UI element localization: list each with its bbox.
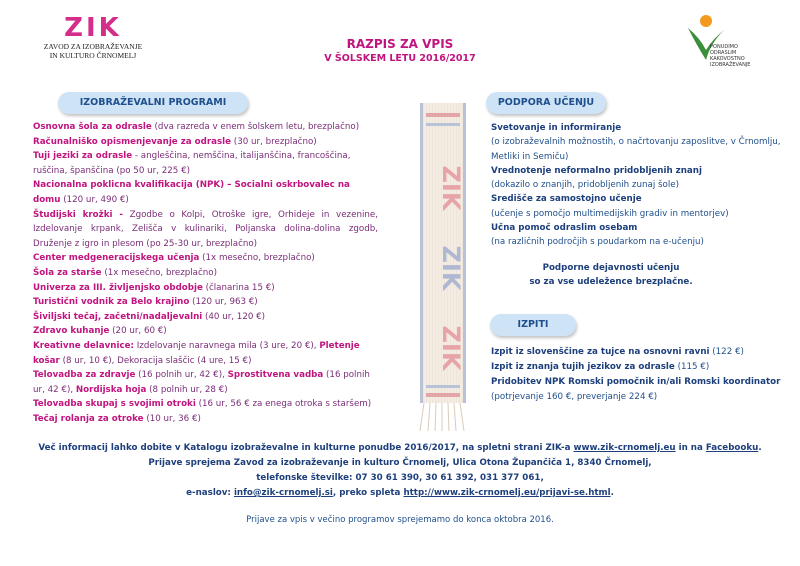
program-item: Turistični vodnik za Belo krajino (120 ur, 963 €) (33, 297, 258, 308)
exam-item: Pridobitev NPK Romski pomočnik in/ali Romski koordinator (potrjevanje 160 €, preverjanje 224 €) (491, 377, 781, 402)
program-item: Zdravo kuhanje (20 ur, 60 €) (33, 326, 167, 337)
zik-logo-line-2: IN KULTURO ČRNOMELJ (49, 51, 137, 60)
program-item: Telovadba skupaj s svojimi otroki (16 ur, 56 € za enega otroka s staršem) (33, 399, 372, 410)
footer-line-4: e-naslov: info@zik-crnomelj.si, preko spleta http://www.zik-crnomelj.eu/prijavi-se.html. (186, 488, 614, 498)
weave-text-3: ZIK (437, 325, 465, 371)
zik-logo-line-1: ZAVOD ZA IZOBRAŽEVANJE (43, 42, 143, 51)
exam-item: Izpit iz znanja tujih jezikov za odrasle (115 €) (491, 362, 710, 372)
section-izobrazevalni-programi: IZOBRAŽEVALNI PROGRAMI (58, 92, 248, 114)
program-item: Šiviljski tečaj, začetni/nadaljevalni (40 ur, 120 €) (33, 311, 266, 322)
program-item: Univerza za III. življenjsko obdobje (članarina 15 €) (33, 282, 275, 293)
ponudimo-line-3: KAKOVOSTNO (710, 56, 745, 62)
program-item: Računalniško opismenjevanje za odrasle (30 ur, brezplačno) (33, 136, 317, 147)
footer-line-2: Prijave sprejema Zavod za izobraževanje in kulturo Črnomelj, Ulica Otona Župančiča 1, 8340 Črnomelj, (148, 458, 652, 468)
support-item: Svetovanje in informiranje (o izobraževalnih možnostih, o načrtovanju zaposlitve, v Črnomlju, Metliki in Semiču) (491, 123, 781, 162)
ponudimo-line-4: IZOBRAŽEVANJE (710, 62, 751, 68)
ponudimo-line-1: PONUDIMO (710, 44, 738, 50)
program-item: Šola za starše (1x mesečno, brezplačno) (33, 267, 217, 278)
email-link[interactable]: info@zik-crnomelj.si (233, 488, 333, 498)
zik-logo-mark: ZIK (64, 13, 122, 43)
program-item: Tuji jeziki za odrasle - angleščina, nemščina, italijanščina, francoščina, ruščina, španščina (po 50 ur, 225 €) (33, 151, 351, 176)
footer-info (20, 441, 780, 501)
section-podpora-ucenju: PODPORA UČENJU (486, 92, 606, 114)
support-item: Vrednotenje neformalno pridobljenih znanj (dokazilo o znanjih, pridobljenih zunaj šole) (491, 165, 702, 191)
exams-list (491, 345, 781, 405)
programs-list (33, 120, 378, 426)
program-item-creative: Kreativne delavnice: Izdelovanje naravnega mila (3 ure, 20 €), Pletenje košar (8 ur, 10 €), Dekoracija slaščic (4 ure, 15 €) (33, 340, 360, 366)
woven-band-image (408, 103, 482, 433)
ponudimo-line-2: ODRASLIM (710, 50, 737, 56)
program-item: Tečaj rolanja za otroke (10 ur, 36 €) (33, 413, 201, 424)
support-item: Središče za samostojno učenje (učenje s pomočjo multimedijskih gradiv in mentorjev) (491, 194, 729, 219)
support-note: Podporne dejavnosti učenju so za vse udeležence brezplačne. (529, 263, 693, 287)
support-item: Učna pomoč odraslim osebam (na različnih področjih s poudarkom na e-učenju) (491, 223, 704, 248)
program-item: Nacionalna poklicna kvalifikacija (NPK) – Socialni oskrbovalec na domu (120 ur, 490 €) (33, 180, 350, 205)
ponudimo-logo (686, 14, 786, 74)
weave-text-1: ZIK (437, 165, 465, 211)
signup-link[interactable]: http://www.zik-crnomelj.eu/prijavi-se.html (403, 488, 611, 498)
program-item-sport: Telovadba za zdravje (16 polnih ur, 42 €), Sprostitvena vadba (16 polnih ur, 42 €), Nordijska hoja (8 polnih ur, 28 €) (33, 370, 370, 395)
footer-line-1: Več informacij lahko dobite v Katalogu izobraževalne in kulturne ponudbe 2016/2017, na spletni strani ZIK-a www.zik-crnomelj.eu in na Facebooku. (38, 443, 762, 453)
exam-item: Izpit iz slovenščine za tujce na osnovni ravni (122 €) (491, 347, 744, 357)
title-sub: V ŠOLSKEM LETU 2016/2017 (324, 53, 476, 64)
weave-text-2: ZIK (437, 245, 465, 291)
page-title (250, 36, 550, 66)
title-main: RAZPIS ZA VPIS (346, 37, 454, 51)
facebook-link[interactable]: Facebooku (705, 443, 759, 453)
support-list (491, 121, 781, 250)
footer-line-3: telefonske številke: 07 30 61 390, 30 61 392, 031 377 061, (256, 473, 544, 483)
program-item: Center medgeneracijskega učenja (1x mesečno, brezplačno) (33, 253, 315, 264)
program-item: Osnovna šola za odrasle (dva razreda v enem šolskem letu, brezplačno) (33, 122, 360, 132)
zik-logo (18, 14, 168, 74)
section-izpiti: IZPITI (490, 314, 576, 336)
footer-note: Prijave za vpis v večino programov sprejemamo do konca oktobra 2016. (246, 515, 554, 525)
website-link[interactable]: www.zik-crnomelj.eu (573, 443, 676, 453)
program-item: Študijski krožki - Zgodbe o Kolpi, Otroške igre, Orhideje in vezenine, Izdelovanje krpank, Zelišča v kulinariki, Poljanska dolina-dolina zgodb, Druženje z igro in plesom (po 25-30 ur, brezplačno) (33, 209, 378, 249)
